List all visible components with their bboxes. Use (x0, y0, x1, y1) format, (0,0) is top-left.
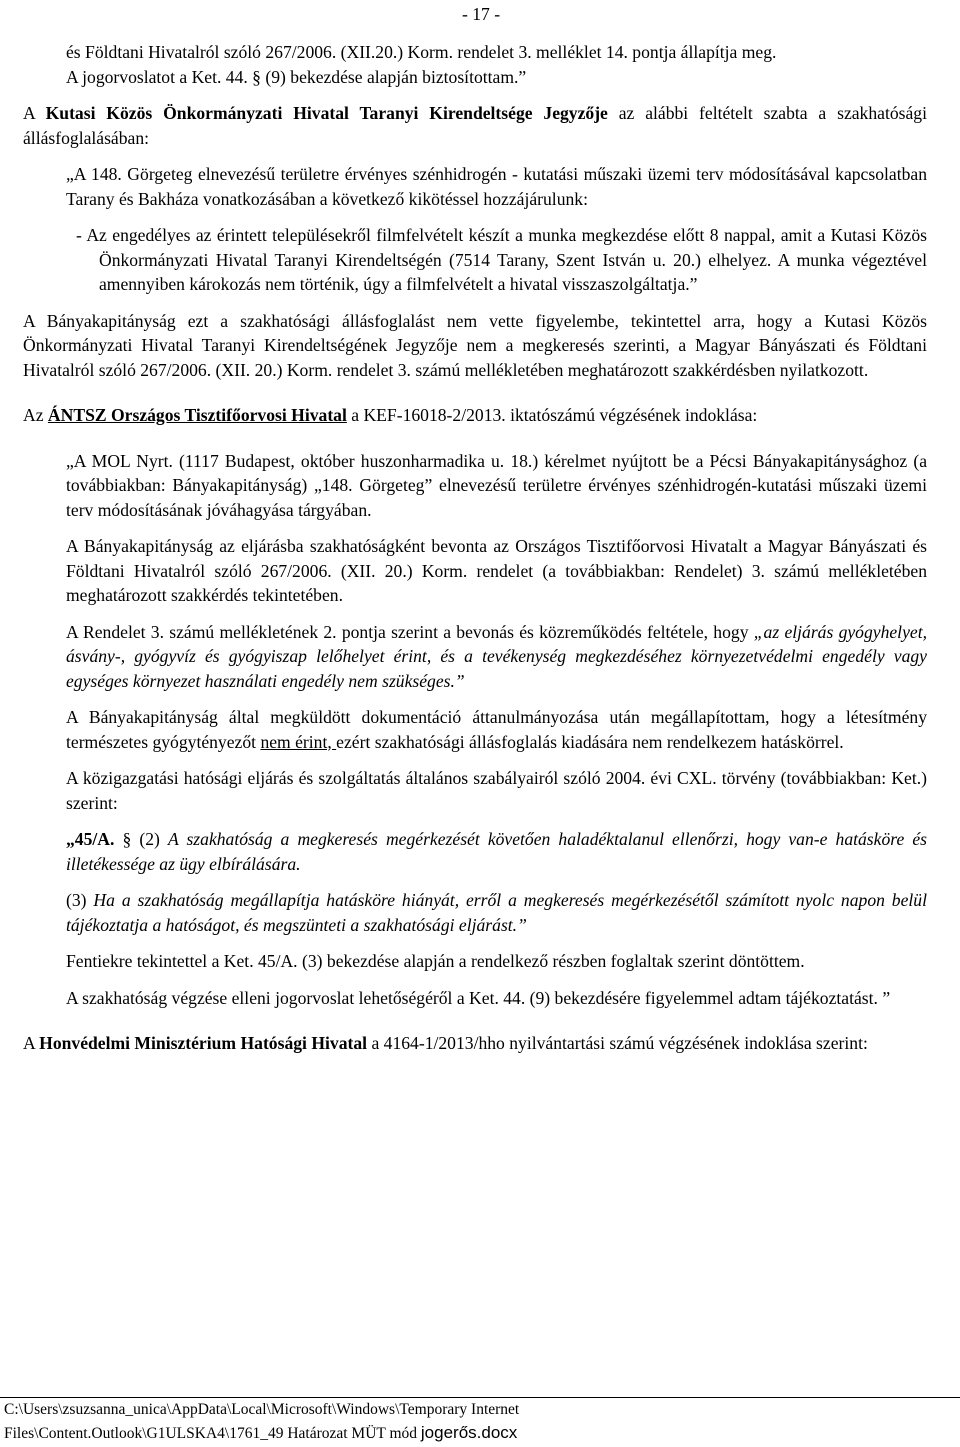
paragraph-3: A Kutasi Közös Önkormányzati Hivatal Taranyi Kirendeltsége Jegyzője az alábbi feltételt szabta a szakhatósági állásfoglalásában: (23, 103, 927, 148)
authority-name: Kutasi Közös Önkormányzati Hivatal Taranyi Kirendeltsége Jegyzője (45, 103, 608, 123)
paragraph-13: „45/A. § (2) A szakhatóság a megkeresés megérkezését követően haladéktalanul ellenőrzi, hogy van-e hatásköre és illetékessége az ügy elbírálására. (66, 829, 927, 874)
paragraph-6: A Bányakapitányság ezt a szakhatósági állásfoglalást nem vette figyelembe, tekintettel arra, hogy a Kutasi Közös Önkormányzati Hivatal Taranyi Kirendeltségének Jegyzője nem a megkeresés szerinti, a Magyar Bányászati és Földtani Hivatalról szóló 267/2006. (XII. 20.) Korm. rendelet 3. számú mellékletében meghatározott szakkérdésben nyilatkozott. (23, 310, 927, 380)
paragraph-1: és Földtani Hivatalról szóló 267/2006. (XII.20.) Korm. rendelet 3. melléklet 14. pontja állapítja meg. (66, 42, 777, 62)
authority-name: Honvédelmi Minisztérium Hatósági Hivatal (39, 1033, 368, 1053)
paragraph-7: Az ÁNTSZ Országos Tisztifőorvosi Hivatal a KEF-16018-2/2013. iktatószámú végzésének indoklása: (23, 405, 758, 425)
paragraph-2: A jogorvoslatot a Ket. 44. § (9) bekezdése alapján biztosítottam.” (66, 66, 527, 87)
paragraph-15: Fentiekre tekintettel a Ket. 45/A. (3) bekezdése alapján a rendelkező részben foglaltak szerint döntöttem. (66, 951, 805, 971)
paragraph-12: A közigazgatási hatósági eljárás és szolgáltatás általános szabályairól szóló 2004. évi CXL. törvény (továbbiakban: Ket.) szerint: (66, 768, 927, 813)
paragraph-9: A Bányakapitányság az eljárásba szakhatóságként bevonta az Országos Tisztifőorvosi Hivatalt a Magyar Bányászati és Földtani Hivatalról szóló 267/2006. (XII. 20.) Korm. rendelet (a továbbiakban: Rendelet) 3. számú mellékletében meghatározott szakkérdés tekintetében. (66, 536, 927, 605)
bullet-item: - Az engedélyes az érintett településekről filmfelvételt készít a munka megkezdése előtt 8 nappal, amit a Kutasi Közös Önkormányzati Hivatal Taranyi Kirendeltségén (7514 Tarany, Szent István u. 20.) elhelyez. A munka végeztével amennyiben károkozás nem történik, úgy a filmfelvételt a hivatal visszaszolgáltatja.” (76, 225, 927, 294)
underlined-phrase: nem érint, (260, 731, 337, 752)
paragraph-11: A Bányakapitányság által megküldött dokumentáció áttanulmányozása után megállapítottam, hogy a létesítmény természetes gyógytényezőt nem érint, ezért szakhatósági állásfoglalás kiadására nem rendelkezem hatáskörrel. (66, 707, 927, 752)
paragraph-16: A szakhatóság végzése elleni jogorvoslat lehetőségéről a Ket. 44. (9) bekezdésére figyelemmel adtam tájékoztatást. ” (66, 987, 891, 1008)
paragraph-17: A Honvédelmi Minisztérium Hatósági Hivatal a 4164-1/2013/hho nyilvántartási számú végzésének indoklása szerint: (23, 1033, 868, 1053)
file-path-footer: C:\Users\zsuzsanna_unica\AppData\Local\Microsoft\Windows\Temporary Internet Files\Content.Outlook\G1ULSKA4\1761_49 Határozat MÜT mód jogerős.docx (0, 1397, 960, 1445)
paragraph-14: (3) Ha a szakhatóság megállapítja hatásköre hiányát, erről a megkeresés megérkezésétől számított nyolc napon belül tájékoztatja a hatóságot, és megszünteti a szakhatósági eljárást.” (66, 890, 927, 935)
page-number: - 17 - (462, 4, 501, 24)
paragraph-4: „A 148. Görgeteg elnevezésű területre érvényes szénhidrogén - kutatási műszaki üzemi terv módosításával kapcsolatban Tarany és Bakháza vonatkozásában a következő kikötéssel hozzájárulunk: (66, 164, 927, 209)
paragraph-10: A Rendelet 3. számú mellékletének 2. pontja szerint a bevonás és közreműködés feltétele, hogy „az eljárás gyógyhelyet, ásvány-, gyógyvíz és gyógyiszap lelőhelyet érint, és a tevékenység megkezdéséhez környezetvédelmi engedély vagy egységes környezet használati engedély nem szükséges.” (66, 621, 927, 691)
paragraph-8: „A MOL Nyrt. (1117 Budapest, október huszonharmadika u. 18.) kérelmet nyújtott be a Pécsi Bányakapitánysághoz (a továbbiakban: Bányakapitányság) „148. Görgeteg” elnevezésű területre érvényes szénhidrogén-kutatási műszaki üzemi terv módosításának jóváhagyása tárgyában. (66, 450, 927, 520)
document-body (23, 40, 927, 1056)
authority-name: ÁNTSZ Országos Tisztifőorvosi Hivatal (47, 405, 347, 425)
quoted-text: „az eljárás gyógyhelyet, ásvány-, gyógyvíz és gyógyiszap lelőhelyet érint, és a tevékenység megkezdéséhez környezetvédelmi engedély vagy egységes környezet használati engedély nem szükséges.” (66, 621, 927, 691)
